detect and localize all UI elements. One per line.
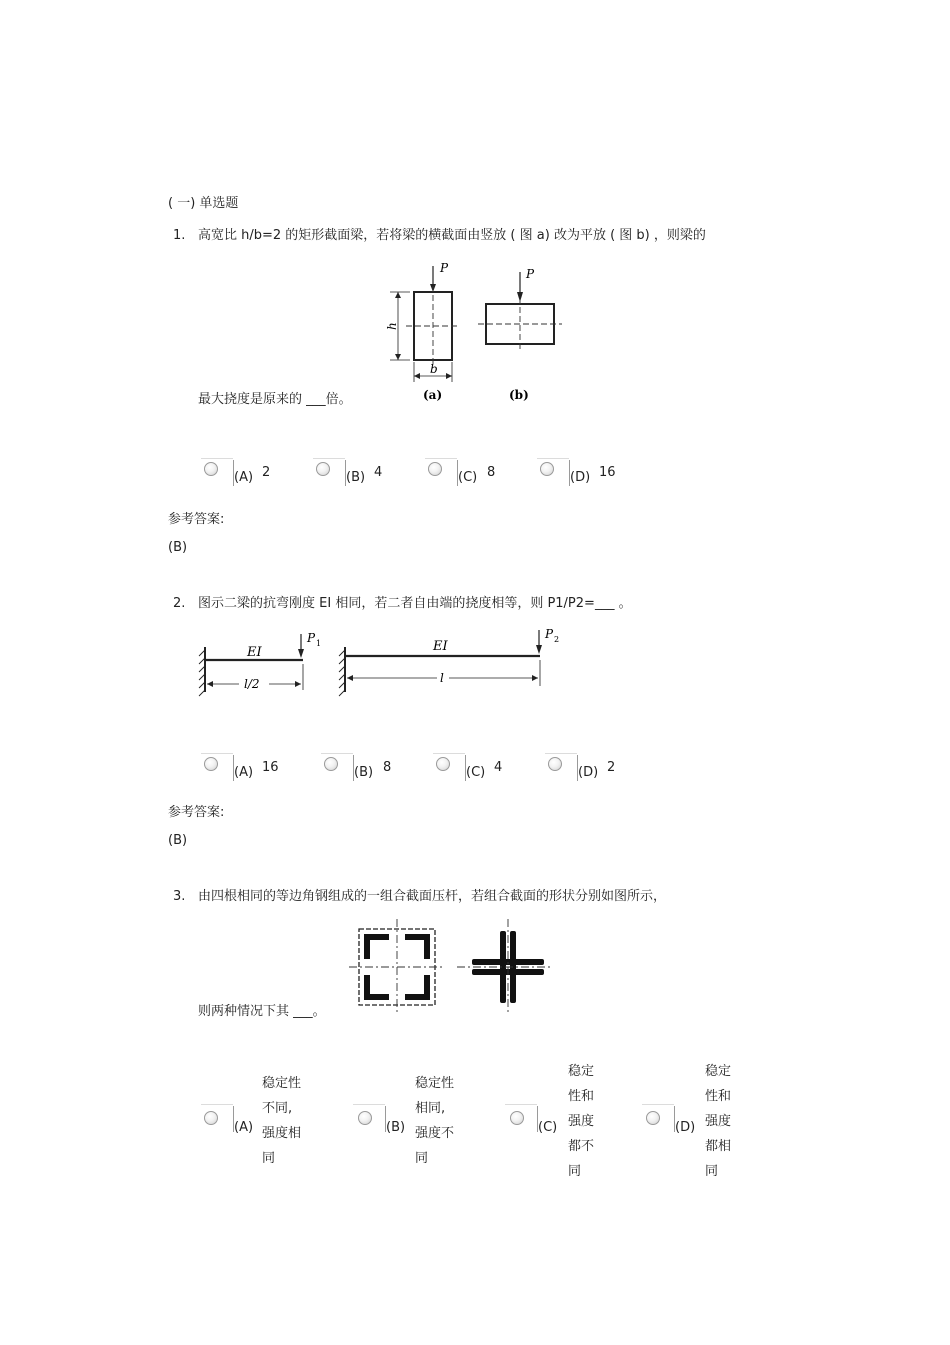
q2-ei-label-2: EI [433, 639, 448, 654]
q2-p2-label: P [545, 627, 554, 641]
section-title: ( 一) 单选题 [168, 196, 239, 211]
q1-answer: (B) [168, 540, 188, 555]
q2-ei-label-1: EI [247, 645, 262, 660]
q3-radio-d[interactable] [646, 1111, 660, 1125]
q1-load-a-label: P [440, 261, 449, 275]
q2-option-c-letter: (C) [466, 765, 486, 780]
q2-answer-label: 参考答案: [168, 805, 225, 820]
q3-radio-b[interactable] [358, 1111, 372, 1125]
q2-radio-c[interactable] [436, 757, 450, 771]
q3-option-d-text: 稳定 性和 强度 都相 同 [705, 1064, 732, 1179]
q1-stem: 高宽比 h/b=2 的矩形截面梁，若将梁的横截面由竖放 ( 图 a) 改为平放 ( 图 b) ，则梁的 [198, 228, 706, 243]
q2-radio-a[interactable] [204, 757, 218, 771]
q3-option-a-letter: (A) [234, 1120, 254, 1135]
q2-len1-label: l/2 [244, 677, 260, 691]
q2-p1-label: P [307, 631, 316, 645]
q1-option-b-letter: (B) [346, 470, 366, 485]
q2-number: 2. [173, 596, 186, 611]
q2-p2-subscript: 2 [554, 635, 560, 644]
q2-p1-subscript: 1 [316, 639, 322, 648]
q3-stem: 由四根相同的等边角钢组成的一组合截面压杆，若组合截面的形状分别如图所示， [198, 889, 667, 904]
q2-figure [195, 622, 575, 702]
q1-option-c-letter: (C) [458, 470, 478, 485]
q1-fig-a-label: (a) [423, 388, 443, 402]
q1-option-c-value: 8 [487, 465, 496, 480]
q3-option-c-letter: (C) [538, 1120, 558, 1135]
q1-height-label: h [385, 322, 399, 330]
q1-load-b-label: P [526, 267, 535, 281]
q2-radio-d[interactable] [548, 757, 562, 771]
q1-option-d-letter: (D) [570, 470, 591, 485]
q1-option-d-value: 16 [599, 465, 616, 480]
q1-option-a-value: 2 [262, 465, 271, 480]
q3-option-b-text: 稳定性 相同, 强度不 同 [415, 1076, 455, 1166]
q3-option-d-letter: (D) [675, 1120, 696, 1135]
q2-option-b-value: 8 [383, 760, 392, 775]
q1-radio-a[interactable] [204, 462, 218, 476]
q1-radio-c[interactable] [428, 462, 442, 476]
q3-figure [345, 915, 560, 1020]
q1-fig-b-label: (b) [509, 388, 529, 402]
q2-option-d-letter: (D) [578, 765, 599, 780]
q1-stem-continued: 最大挠度是原来的 ___倍。 [198, 392, 352, 407]
q2-option-a-value: 16 [262, 760, 279, 775]
q2-option-c-value: 4 [494, 760, 503, 775]
q1-figure [380, 258, 580, 408]
q3-option-b-letter: (B) [386, 1120, 406, 1135]
q3-option-c-text: 稳定 性和 强度 都不 同 [568, 1064, 595, 1179]
q1-option-a-letter: (A) [234, 470, 254, 485]
q3-radio-c[interactable] [510, 1111, 524, 1125]
q1-width-label: b [430, 362, 438, 376]
q2-radio-b[interactable] [324, 757, 338, 771]
q1-radio-b[interactable] [316, 462, 330, 476]
q3-number: 3. [173, 889, 186, 904]
q2-stem: 图示二梁的抗弯刚度 EI 相同，若二者自由端的挠度相等，则 P1/P2=___ 。 [198, 596, 632, 611]
q3-stem-continued: 则两种情况下其 ___。 [198, 1004, 326, 1019]
q2-answer: (B) [168, 833, 188, 848]
q2-option-d-value: 2 [607, 760, 616, 775]
q1-answer-label: 参考答案: [168, 512, 225, 527]
q2-len2-label: l [440, 671, 444, 685]
q2-option-a-letter: (A) [234, 765, 254, 780]
q1-number: 1. [173, 228, 186, 243]
q2-option-b-letter: (B) [354, 765, 374, 780]
q1-option-b-value: 4 [374, 465, 383, 480]
q3-radio-a[interactable] [204, 1111, 218, 1125]
q1-radio-d[interactable] [540, 462, 554, 476]
q3-option-a-text: 稳定性 不同, 强度相 同 [262, 1076, 302, 1166]
